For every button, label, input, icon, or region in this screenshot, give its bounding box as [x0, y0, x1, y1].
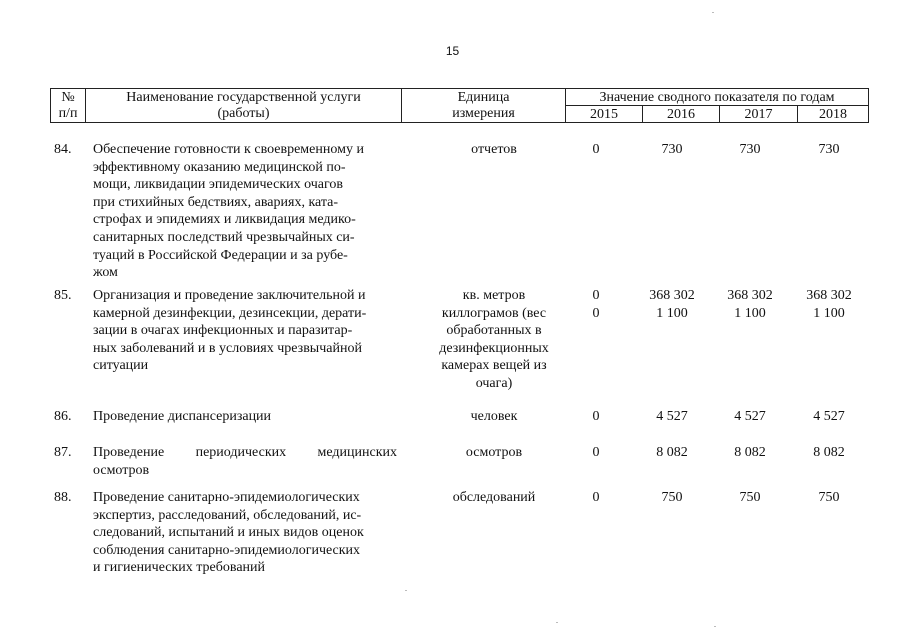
value-2015: 0: [592, 142, 600, 157]
value-2017: 8 082: [734, 445, 766, 460]
value-2015: 0: [592, 445, 600, 460]
value-2017: [710, 287, 790, 322]
service-name-line: туаций в Российской Федерации и за рубе-: [93, 247, 348, 263]
service-name-line: и гигиенических требований: [93, 560, 266, 576]
value-2017: 4 527: [734, 409, 766, 424]
service-name-line: ситуации: [93, 358, 149, 374]
header-year: 2017: [720, 106, 798, 123]
value-2018: 730: [818, 142, 840, 157]
service-name-line: следований, испытаний и иных видов оценок: [93, 525, 364, 541]
service-name-line: соблюдения санитарно-эпидемиологических: [93, 542, 361, 558]
service-name: [93, 287, 397, 375]
table-header: [50, 88, 869, 123]
header-year: 2015: [566, 106, 643, 123]
unit-line: камерах вещей из: [441, 358, 547, 374]
value-2018: 750: [818, 490, 840, 505]
service-name-line: эффективному оказанию медицинской по-: [93, 159, 346, 175]
row-number: 84.: [54, 142, 72, 157]
value-line: 368 302: [649, 288, 695, 303]
value-line: 1 100: [734, 305, 766, 321]
service-name-line: Организация и проведение заключительной и: [93, 288, 366, 303]
value-2018: [790, 287, 868, 322]
unit-line: человек: [470, 409, 518, 424]
service-name-line: зации в очагах инфекционных и паразитар-: [93, 323, 353, 339]
service-name-line: камерной дезинфекции, дезинсекции, дерати-: [93, 305, 367, 321]
header-name-line2: (работы): [86, 106, 402, 123]
unit-of-measure: [402, 489, 586, 507]
unit-line: осмотров: [465, 445, 523, 460]
unit-line: киллограмов (вес: [441, 305, 547, 321]
header-unit-line2: измерения: [402, 106, 566, 123]
unit-of-measure: [402, 408, 586, 426]
service-name-line: ных заболеваний и в условиях чрезвычайной: [93, 340, 362, 356]
value-2015: 0: [592, 490, 600, 505]
scan-speck: [714, 626, 716, 627]
service-name-line: Проведение санитарно-эпидемиологических: [93, 490, 360, 505]
service-name-line: Проведение диспансеризации: [93, 409, 272, 424]
value-2016: 8 082: [656, 445, 688, 460]
value-line: 0: [592, 305, 600, 321]
unit-line: обследований: [452, 490, 536, 505]
value-2017: 750: [739, 490, 761, 505]
row-number: 88.: [54, 490, 72, 505]
service-name: [93, 489, 397, 577]
scan-speck: [712, 12, 714, 13]
value-line: 368 302: [806, 288, 852, 303]
value-2016: 730: [661, 142, 683, 157]
unit-line: дезинфекционных: [439, 340, 549, 356]
unit-of-measure: [402, 444, 586, 462]
service-name-line: Проведение периодических медицинских: [93, 445, 397, 460]
value-2016: 750: [661, 490, 683, 505]
value-2017: 730: [739, 142, 761, 157]
service-name-line: Обеспечение готовности к своевременному и: [93, 142, 364, 157]
value-2015: 0: [592, 409, 600, 424]
service-name: [93, 444, 397, 479]
scan-speck: [556, 622, 558, 623]
service-name: [93, 141, 397, 282]
service-name-line: экспертиз, расследований, обследований, ис-: [93, 507, 362, 523]
row-number: 87.: [54, 445, 72, 460]
row-number: 86.: [54, 409, 72, 424]
service-name-line: санитарных последствий чрезвычайных си-: [93, 229, 355, 245]
value-2016: [634, 287, 710, 322]
header-year: 2018: [798, 106, 869, 123]
service-name-line: осмотров: [93, 462, 150, 478]
unit-of-measure: [402, 287, 586, 393]
header-values-title: Значение сводного показателя по годам: [566, 89, 869, 106]
unit-line: кв. метров: [462, 288, 526, 303]
value-2018: 4 527: [813, 409, 845, 424]
unit-line: обработанных в: [446, 323, 542, 339]
value-line: 0: [592, 288, 600, 303]
unit-line: очага): [475, 375, 513, 391]
row-number: 85.: [54, 288, 72, 303]
header-unit-line1: Единица: [402, 89, 566, 106]
service-name-line: строфах и эпидемиях и ликвидация медико-: [93, 212, 356, 228]
value-line: 1 100: [656, 305, 688, 321]
value-2016: 4 527: [656, 409, 688, 424]
value-line: 368 302: [727, 288, 773, 303]
service-name-line: при стихийных бедствиях, авариях, ката-: [93, 194, 339, 210]
value-line: 1 100: [813, 305, 845, 321]
value-2015: [566, 287, 626, 322]
service-name-line: жом: [93, 265, 118, 281]
header-name-line1: Наименование государственной услуги: [86, 89, 402, 106]
value-2018: 8 082: [813, 445, 845, 460]
header-year: 2016: [643, 106, 720, 123]
page-number: 15: [445, 44, 460, 58]
header-num-line2: п/п: [51, 106, 86, 123]
header-num-line1: №: [51, 89, 86, 106]
unit-line: отчетов: [471, 142, 517, 157]
scan-speck: [405, 590, 407, 591]
unit-of-measure: [402, 141, 586, 159]
service-name-line: мощи, ликвидации эпидемических очагов: [93, 177, 344, 193]
service-name: [93, 408, 397, 426]
